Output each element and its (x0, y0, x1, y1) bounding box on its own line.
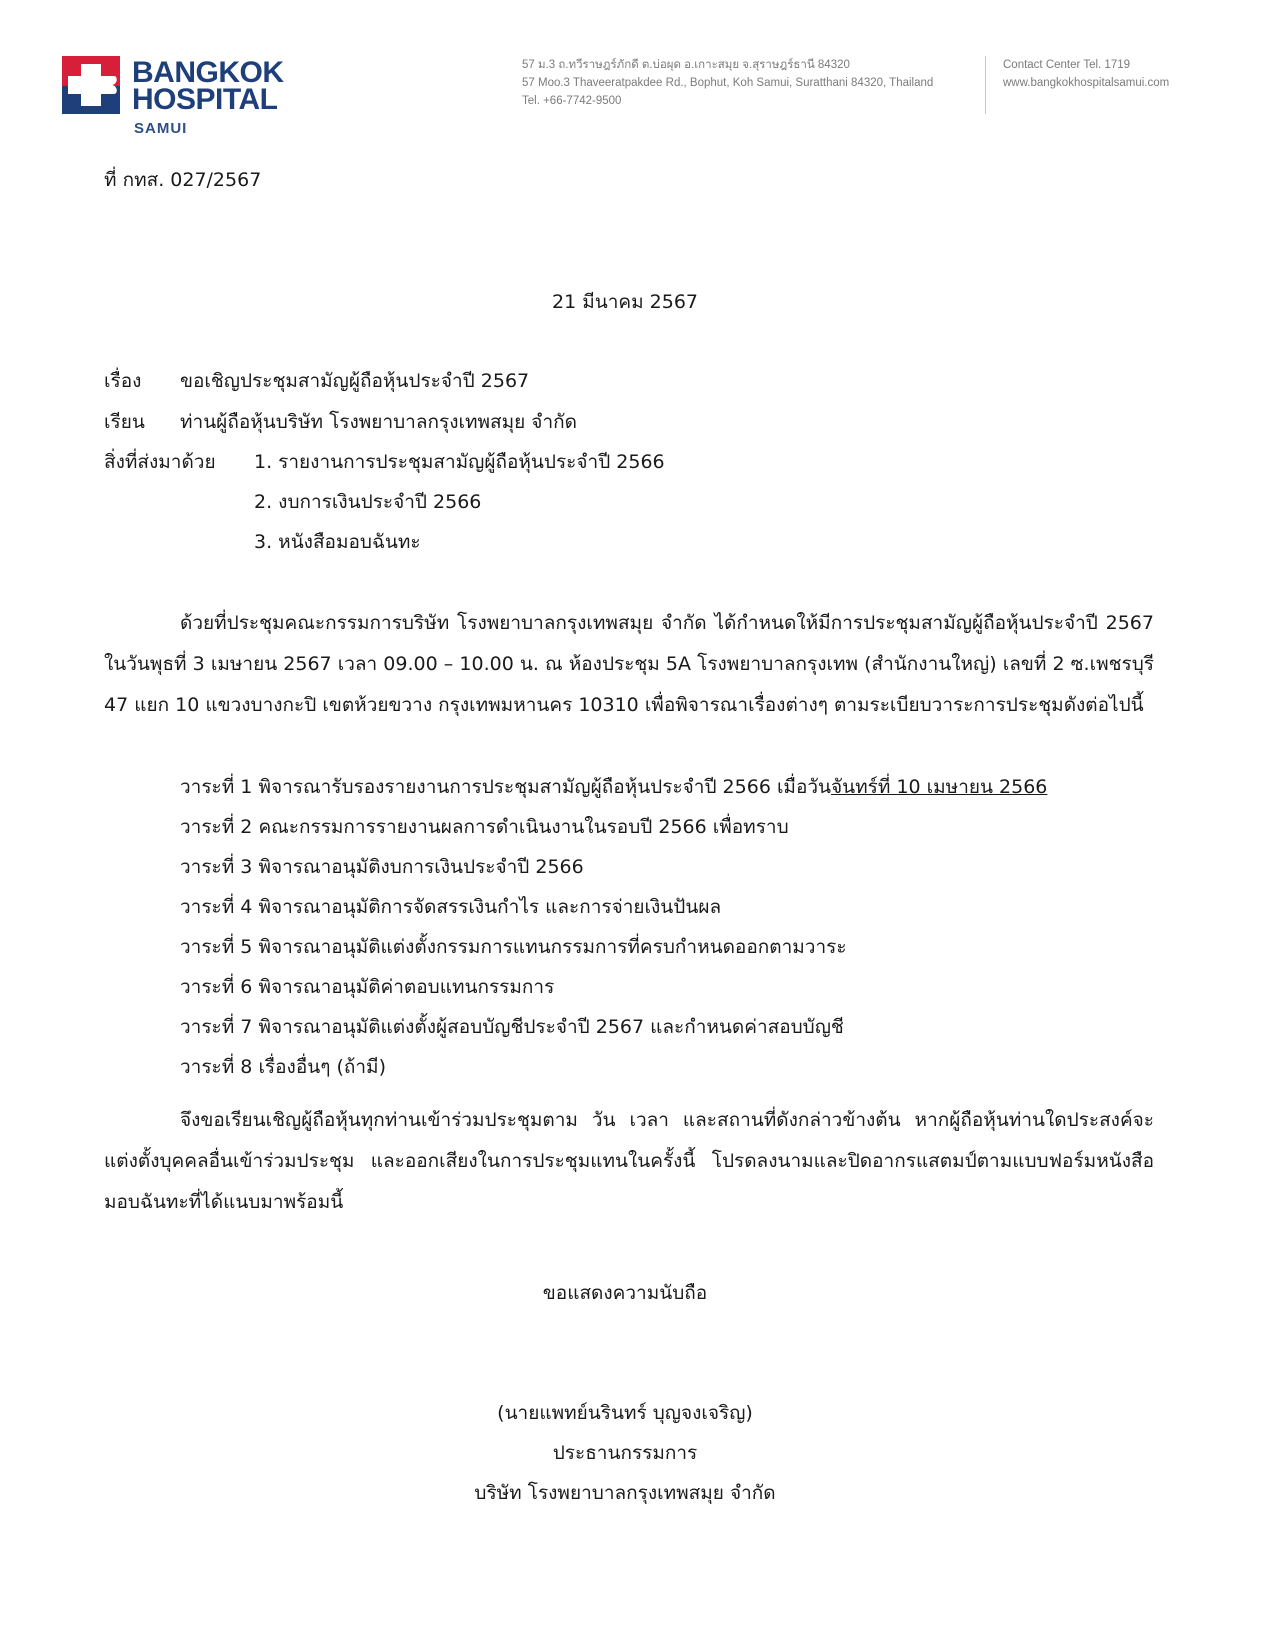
agenda-item: วาระที่ 4 พิจารณาอนุมัติการจัดสรรเงินกำไร และการจ่ายเงินปันผล (180, 896, 722, 918)
address-thai: 57 ม.3 ถ.ทวีราษฎร์ภักดี ต.บ่อผุด อ.เกาะสมุย จ.สุราษฎร์ธานี 84320 (522, 59, 850, 71)
agenda-item: วาระที่ 3 พิจารณาอนุมัติงบการเงินประจำปี 2566 (180, 856, 584, 878)
website-link[interactable]: www.bangkokhospitalsamui.com (1003, 77, 1170, 89)
recipient-text: ท่านผู้ถือหุ้นบริษัท โรงพยาบาลกรุงเทพสมุย จำกัด (180, 411, 577, 433)
signer-company: บริษัท โรงพยาบาลกรุงเทพสมุย จำกัด (474, 1482, 776, 1504)
signer-name: (นายแพทย์นรินทร์ บุญจงเจริญ) (497, 1402, 753, 1424)
logo-wordmark-bangkok: BANGKOK (132, 56, 284, 89)
enclosure-label: สิ่งที่ส่งมาด้วย (104, 451, 216, 473)
address-english: 57 Moo.3 Thaveeratpakdee Rd., Bophut, Koh Samui, Suratthani 84320, Thailand (522, 77, 934, 89)
reference-number: ที่ กทส. 027/2567 (104, 169, 262, 191)
signer-position: ประธานกรรมการ (552, 1442, 698, 1464)
complimentary-close: ขอแสดงความนับถือ (542, 1282, 708, 1304)
agenda-item: วาระที่ 8 เรื่องอื่นๆ (ถ้ามี) (180, 1056, 386, 1078)
agenda-item: วาระที่ 6 พิจารณาอนุมัติค่าตอบแทนกรรมการ (180, 976, 555, 998)
header-divider (985, 56, 986, 114)
agenda-item: วาระที่ 7 พิจารณาอนุมัติแต่งตั้งผู้สอบบัญชีประจำปี 2567 และกำหนดค่าสอบบัญชี (180, 1016, 844, 1038)
agenda-item: วาระที่ 5 พิจารณาอนุมัติแต่งตั้งกรรมการแทนกรรมการที่ครบกำหนดออกตามวาระ (180, 936, 847, 958)
enclosure-item: 1. รายงานการประชุมสามัญผู้ถือหุ้นประจำปี 2566 (254, 451, 665, 473)
subject-label: เรื่อง (104, 370, 142, 392)
enclosure-item: 3. หนังสือมอบฉันทะ (254, 531, 421, 553)
agenda-item: วาระที่ 2 คณะกรรมการรายงานผลการดำเนินงานในรอบปี 2566 เพื่อทราบ (180, 816, 789, 838)
agenda-item-underlined-date: จันทร์ที่ 10 เมษายน 2566 (831, 776, 1048, 798)
intro-paragraph: ด้วยที่ประชุมคณะกรรมการบริษัท โรงพยาบาลกรุงเทพสมุย จำกัด ได้กำหนดให้มีการประชุมสามัญผู้ถือหุ้นประจำปี 2567 ในวันพุธที่ 3 เมษายน 2567 เวลา 09.00 – 10.00 น. ณ ห้องประชุม 5A โรงพยาบาลกรุงเทพ (สำนักงานใหญ่) เลขที่ 2 ซ.เพชรบุรี 47 แยก 10 แขวงบางกะปิ เขตห้วยขวาง กรุงเทพมหานคร 10310 เพื่อพิจารณาเรื่องต่างๆ ตามระเบียบวาระการประชุมดังต่อไปนี้ (104, 612, 1154, 716)
agenda-item (180, 775, 1047, 799)
letter-date: 21 มีนาคม 2567 (551, 291, 699, 313)
subject-text: ขอเชิญประชุมสามัญผู้ถือหุ้นประจำปี 2567 (180, 370, 530, 392)
closing-paragraph: จึงขอเรียนเชิญผู้ถือหุ้นทุกท่านเข้าร่วมประชุมตาม วัน เวลา และสถานที่ดังกล่าวข้างต้น หากผู้ถือหุ้นท่านใดประสงค์จะแต่งตั้งบุคคลอื่นเข้าร่วมประชุม และออกเสียงในการประชุมแทนในครั้งนี้ โปรดลงนามและปิดอากรแสตมป์ตามแบบฟอร์มหนังสือมอบฉันทะที่ได้แนบมาพร้อมนี้ (104, 1109, 1154, 1213)
contact-center: Contact Center Tel. 1719 (1003, 59, 1131, 71)
agenda-item-text: วาระที่ 1 พิจารณารับรองรายงานการประชุมสามัญผู้ถือหุ้นประจำปี 2566 เมื่อวัน (180, 776, 832, 798)
logo-wordmark-samui: SAMUI (134, 120, 188, 137)
hospital-cross-logo-icon (62, 56, 120, 114)
hospital-telephone: Tel. +66-7742-9500 (522, 95, 622, 107)
enclosure-item: 2. งบการเงินประจำปี 2566 (254, 491, 482, 513)
hospital-address-block (522, 56, 933, 110)
logo-wordmark-hospital: HOSPITAL (132, 83, 278, 116)
recipient-label: เรียน (104, 411, 145, 433)
contact-block (1003, 56, 1169, 92)
